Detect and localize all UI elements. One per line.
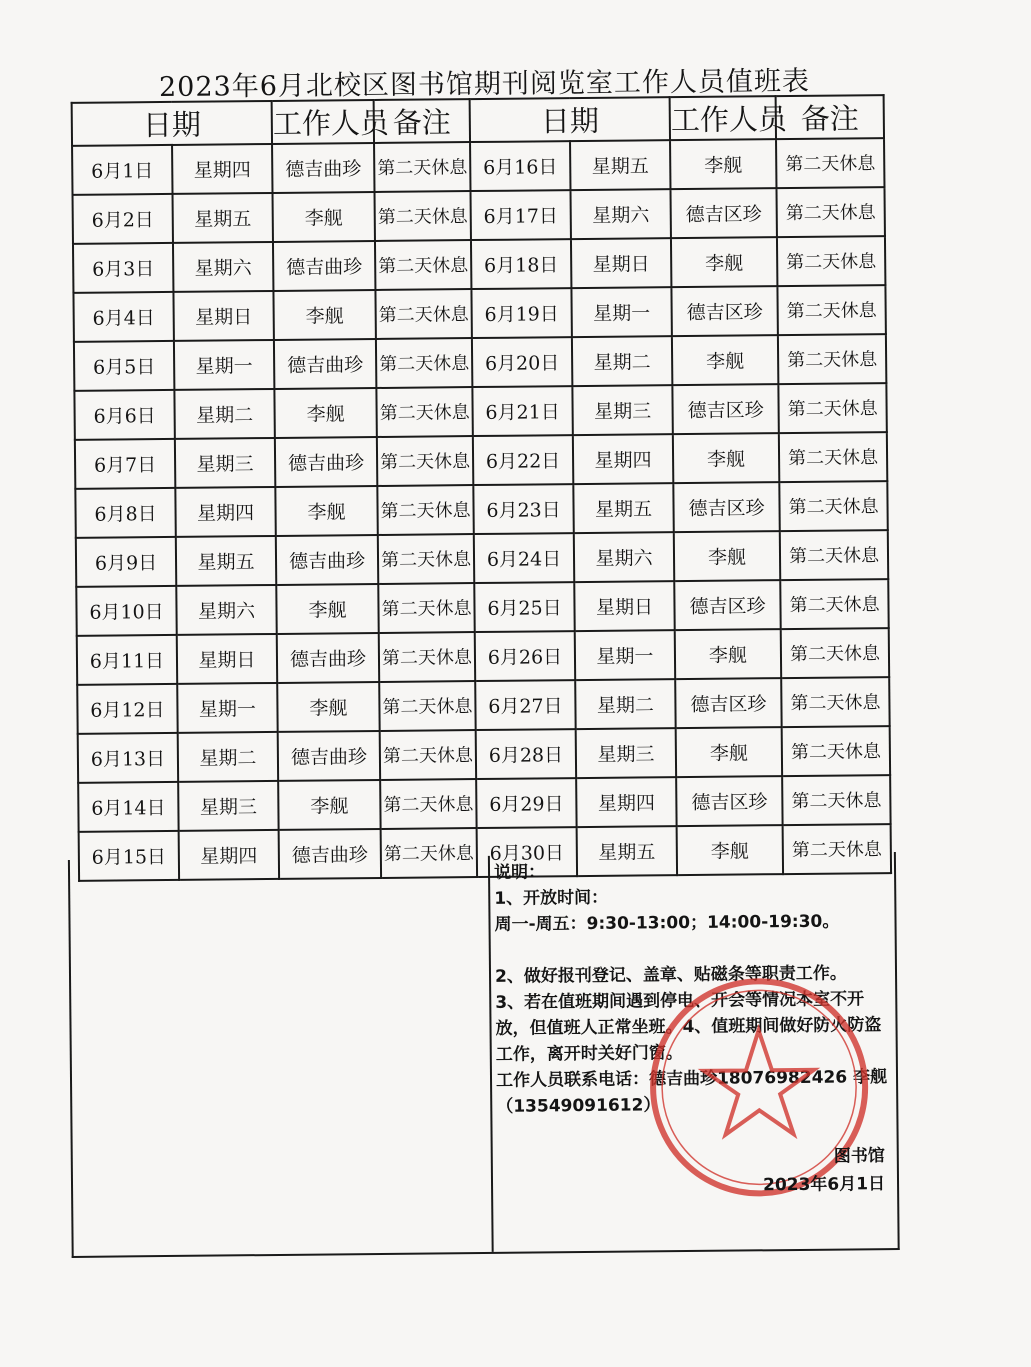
note-cell: 第二天休息 xyxy=(777,285,885,335)
weekday-cell: 星期日 xyxy=(574,581,674,631)
table-row xyxy=(76,579,888,636)
signature-block xyxy=(665,1142,886,1200)
date-cell: 6月19日 xyxy=(471,288,571,338)
staff-cell: 李舰 xyxy=(275,486,377,536)
notes-spacer xyxy=(495,934,895,964)
note-cell: 第二天休息 xyxy=(376,387,472,437)
staff-cell: 德吉曲珍 xyxy=(272,143,374,193)
staff-cell: 李舰 xyxy=(276,584,378,634)
staff-cell: 德吉区珍 xyxy=(674,580,780,630)
table-header-row xyxy=(72,95,884,146)
note-cell: 第二天休息 xyxy=(779,481,887,531)
table-row xyxy=(73,187,885,244)
date-cell: 6月3日 xyxy=(73,243,173,293)
staff-cell: 德吉区珍 xyxy=(672,384,778,434)
staff-cell: 李舰 xyxy=(274,388,376,438)
date-cell: 6月17日 xyxy=(471,190,571,240)
date-cell: 6月28日 xyxy=(476,729,576,779)
duty-table xyxy=(71,94,892,882)
staff-cell: 德吉曲珍 xyxy=(275,437,377,487)
staff-cell: 德吉区珍 xyxy=(671,188,777,238)
weekday-cell: 星期四 xyxy=(573,434,673,484)
staff-cell: 李舰 xyxy=(278,780,380,830)
weekday-cell: 星期三 xyxy=(572,385,672,435)
notes-divider xyxy=(488,856,494,1252)
weekday-cell: 星期四 xyxy=(175,487,275,537)
staff-cell: 李舰 xyxy=(670,139,776,189)
signature-date: 2023年6月1日 xyxy=(762,1174,886,1196)
weekday-cell: 星期一 xyxy=(571,287,671,337)
staff-cell: 李舰 xyxy=(273,192,375,242)
date-cell: 6月14日 xyxy=(78,782,178,832)
note-cell: 第二天休息 xyxy=(376,338,472,388)
date-cell: 6月20日 xyxy=(472,337,572,387)
notes-contact: 工作人员联系电话：德吉曲珍18076982426 李舰（13549091612） xyxy=(495,1067,888,1117)
table-row xyxy=(78,726,890,783)
note-cell: 第二天休息 xyxy=(780,530,888,580)
note-cell: 第二天休息 xyxy=(381,828,477,878)
table-row xyxy=(74,334,886,391)
staff-cell: 李舰 xyxy=(677,825,783,875)
date-cell: 6月2日 xyxy=(73,194,173,244)
note-cell: 第二天休息 xyxy=(782,775,890,825)
notes-item2: 2、做好报刊登记、盖章、贴磁条等职责工作。 xyxy=(494,963,847,987)
note-cell: 第二天休息 xyxy=(778,383,886,433)
date-cell: 6月30日 xyxy=(477,827,577,877)
date-cell: 6月29日 xyxy=(476,778,576,828)
weekday-cell: 星期三 xyxy=(175,438,275,488)
notes-item1-title: 1、开放时间： xyxy=(494,887,609,909)
notes-heading: 说明： xyxy=(493,862,546,883)
weekday-cell: 星期四 xyxy=(179,830,279,880)
table-row xyxy=(73,285,885,342)
date-cell: 6月10日 xyxy=(76,586,176,636)
note-cell: 第二天休息 xyxy=(379,681,475,731)
table-row xyxy=(74,383,886,440)
table-row xyxy=(76,530,888,587)
page-title: 2023年6月北校区图书馆期刊阅览室工作人员值班表 xyxy=(158,65,811,104)
table-row xyxy=(78,775,890,832)
date-cell: 6月6日 xyxy=(74,390,174,440)
staff-cell: 李舰 xyxy=(674,531,780,581)
notes-item3: 3、若在值班期间遇到停电、开会等情况本室不开放，但值班人正常坐班。4、值班期间做好防火防盗工作，离开时关好门窗。 xyxy=(495,989,882,1065)
header-note-left: 备注 xyxy=(374,99,470,143)
date-cell: 6月9日 xyxy=(76,537,176,587)
weekday-cell: 星期五 xyxy=(570,140,670,190)
note-cell: 第二天休息 xyxy=(777,187,885,237)
date-cell: 6月5日 xyxy=(74,341,174,391)
weekday-cell: 星期二 xyxy=(178,732,278,782)
note-cell: 第二天休息 xyxy=(377,485,473,535)
weekday-cell: 星期日 xyxy=(173,291,273,341)
staff-cell: 德吉区珍 xyxy=(671,286,777,336)
note-cell: 第二天休息 xyxy=(783,824,891,874)
note-cell: 第二天休息 xyxy=(781,677,889,727)
note-cell: 第二天休息 xyxy=(375,191,471,241)
date-cell: 6月8日 xyxy=(75,488,175,538)
table-row xyxy=(77,677,889,734)
staff-cell: 德吉曲珍 xyxy=(274,339,376,389)
date-cell: 6月24日 xyxy=(474,533,574,583)
date-cell: 6月7日 xyxy=(75,439,175,489)
date-cell: 6月15日 xyxy=(79,831,179,881)
header-note-right: 备注 xyxy=(776,95,884,139)
weekday-cell: 星期二 xyxy=(174,389,274,439)
date-cell: 6月12日 xyxy=(77,684,177,734)
note-cell: 第二天休息 xyxy=(777,236,885,286)
weekday-cell: 星期五 xyxy=(577,826,677,876)
date-cell: 6月27日 xyxy=(475,680,575,730)
weekday-cell: 星期三 xyxy=(576,728,676,778)
note-cell: 第二天休息 xyxy=(379,632,475,682)
weekday-cell: 星期一 xyxy=(174,340,274,390)
date-cell: 6月26日 xyxy=(475,631,575,681)
header-date-right: 日期 xyxy=(470,97,670,142)
weekday-cell: 星期四 xyxy=(172,144,272,194)
date-cell: 6月16日 xyxy=(470,141,570,191)
note-cell: 第二天休息 xyxy=(378,583,474,633)
date-cell: 6月23日 xyxy=(473,484,573,534)
staff-cell: 李舰 xyxy=(675,629,781,679)
staff-cell: 李舰 xyxy=(676,727,782,777)
weekday-cell: 星期日 xyxy=(571,238,671,288)
note-cell: 第二天休息 xyxy=(377,436,473,486)
duty-table-body xyxy=(72,138,891,881)
weekday-cell: 星期四 xyxy=(576,777,676,827)
staff-cell: 德吉区珍 xyxy=(673,482,779,532)
note-cell: 第二天休息 xyxy=(776,138,884,188)
note-cell: 第二天休息 xyxy=(779,432,887,482)
weekday-cell: 星期二 xyxy=(572,336,672,386)
staff-cell: 李舰 xyxy=(273,290,375,340)
weekday-cell: 星期五 xyxy=(173,193,273,243)
weekday-cell: 星期六 xyxy=(574,532,674,582)
staff-cell: 德吉曲珍 xyxy=(273,241,375,291)
table-row xyxy=(75,432,887,489)
weekday-cell: 星期五 xyxy=(176,536,276,586)
table-row xyxy=(72,138,884,195)
date-cell: 6月4日 xyxy=(73,292,173,342)
weekday-cell: 星期六 xyxy=(173,242,273,292)
weekday-cell: 星期三 xyxy=(178,781,278,831)
date-cell: 6月13日 xyxy=(78,733,178,783)
staff-cell: 德吉曲珍 xyxy=(276,535,378,585)
weekday-cell: 星期日 xyxy=(177,634,277,684)
note-cell: 第二天休息 xyxy=(781,628,889,678)
weekday-cell: 星期六 xyxy=(176,585,276,635)
weekday-cell: 星期五 xyxy=(573,483,673,533)
table-row xyxy=(75,481,887,538)
weekday-cell: 星期一 xyxy=(177,683,277,733)
signature-org: 图书馆 xyxy=(833,1146,885,1167)
staff-cell: 德吉曲珍 xyxy=(278,731,380,781)
note-cell: 第二天休息 xyxy=(778,334,886,384)
header-staff-left: 工作人员 xyxy=(272,100,374,144)
note-cell: 第二天休息 xyxy=(378,534,474,584)
staff-cell: 德吉区珍 xyxy=(676,776,782,826)
weekday-cell: 星期一 xyxy=(575,630,675,680)
staff-cell: 李舰 xyxy=(673,433,779,483)
note-cell: 第二天休息 xyxy=(375,289,471,339)
note-cell: 第二天休息 xyxy=(380,730,476,780)
weekday-cell: 星期二 xyxy=(575,679,675,729)
staff-cell: 德吉曲珍 xyxy=(279,829,381,879)
date-cell: 6月18日 xyxy=(471,239,571,289)
weekday-cell: 星期六 xyxy=(571,189,671,239)
table-row xyxy=(77,628,889,685)
note-cell: 第二天休息 xyxy=(782,726,890,776)
notes-item1-hours: 周一-周五：9:30-13:00；14:00-19:30。 xyxy=(494,911,840,935)
date-cell: 6月21日 xyxy=(472,386,572,436)
staff-cell: 李舰 xyxy=(672,335,778,385)
header-staff-right: 工作人员 xyxy=(670,96,776,140)
note-cell: 第二天休息 xyxy=(375,240,471,290)
note-cell: 第二天休息 xyxy=(780,579,888,629)
staff-cell: 德吉区珍 xyxy=(675,678,781,728)
date-cell: 6月11日 xyxy=(77,635,177,685)
note-cell: 第二天休息 xyxy=(380,779,476,829)
table-row xyxy=(73,236,885,293)
note-cell: 第二天休息 xyxy=(374,142,470,192)
staff-cell: 德吉曲珍 xyxy=(277,633,379,683)
staff-cell: 李舰 xyxy=(671,237,777,287)
staff-cell: 李舰 xyxy=(277,682,379,732)
date-cell: 6月25日 xyxy=(474,582,574,632)
header-date-left: 日期 xyxy=(72,101,272,146)
date-cell: 6月1日 xyxy=(72,145,172,195)
date-cell: 6月22日 xyxy=(473,435,573,485)
